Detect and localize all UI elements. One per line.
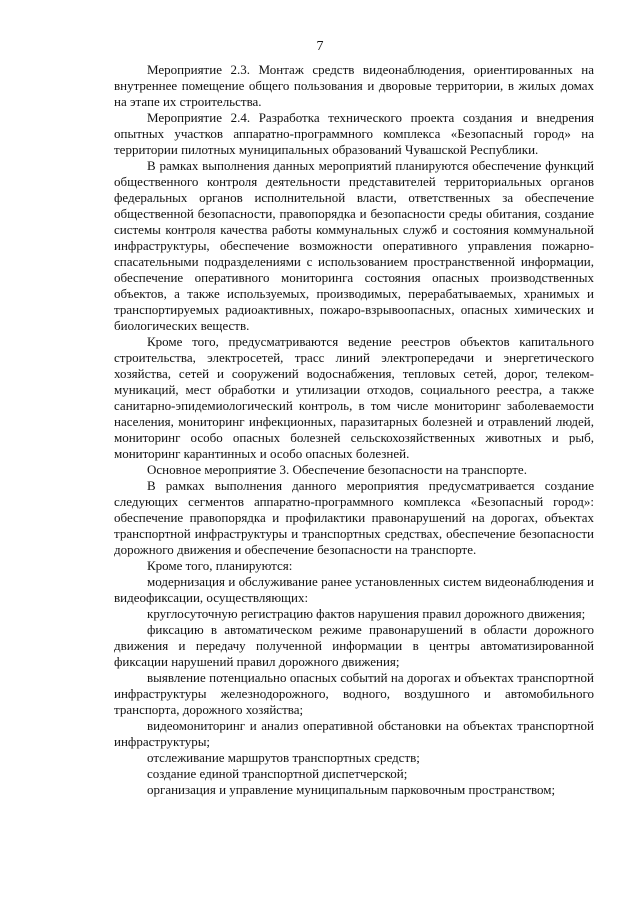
paragraph-registries: Кроме того, предусматриваются ведение реестров объектов капитального строительства, электросетей, трасс линий электропередачи и энергетического хозяйства, сетей и сооружений водоснабжения, тепловых сетей, дорог, телекоммуникаций, мест обработки и утилизации отходов, социального реестра, а также санитарно-эпидемиологический контроль, в том числе мониторинг заболеваемости населения, мониторинг инфекционных, паразитарных болезней и отравлений людей, мониторинг особо опасных болезней сельскохозяйственных животных и рыб, мониторинг карантинных и особо опасных болезней.	[114, 334, 594, 461]
document-body	[114, 62, 594, 798]
paragraph-measure-2-4: Мероприятие 2.4. Разработка технического проекта создания и внедрения опытных участков аппаратно-программного комплекса «Безопасный город» на территории пилотных муниципальных образований Чувашской Республики.	[114, 110, 594, 157]
paragraph-video-monitoring: видеомониторинг и анализ оперативной обстановки на объектах транспортной инфраструктуры;	[114, 718, 594, 749]
paragraph-planned-intro: Кроме того, планируются:	[147, 558, 293, 573]
paragraph-public-control: В рамках выполнения данных мероприятий планируются обеспечение функций общественного контроля деятельности представителей территориальных органов федеральных органов исполнительной власти, ответственных за обеспечение общественной безопасности, правопорядка и безопасности среды обитания, создание системы контроля качества работы коммунальных служб и состояния коммунальной инфраструктуры, обеспечение возможности оперативного управления пожарно-спасательными подразделениями с использованием пространственной информации, обеспечение оперативного мониторинга состояния опасных производственных объектов, а также используемых, производимых, перерабатываемых, хранимых и транспортируемых радиоактивных, пожаро-взрывоопасных, опасных химических и биологических веществ.	[114, 158, 594, 333]
paragraph-main-measure-3: Основное мероприятие 3. Обеспечение безопасности на транспорте.	[147, 462, 527, 477]
page-number: 7	[316, 39, 324, 54]
paragraph-parking-management: организация и управление муниципальным парковочным пространством;	[147, 782, 556, 797]
paragraph-video-modernization: модернизация и обслуживание ранее установленных систем видеонаблюдения и видеофиксации, осуществляющих:	[114, 574, 594, 605]
paragraph-transport-segments: В рамках выполнения данного мероприятия предусматривается создание следующих сегментов аппаратно-программного комплекса «Безопасный город»: обеспечение правопорядка и профилактики правонарушений на дорогах, объектах транспортной инфраструктуры и транспортных средствах, обеспечение безопасности дорожного движения и обеспечение безопасности на транспорте.	[114, 478, 594, 557]
paragraph-automatic-fixation: фиксацию в автоматическом режиме правонарушений в области дорожного движения и передачу полученной информации в центры автоматизированной фиксации нарушений правил дорожного движения;	[114, 622, 594, 669]
paragraph-round-the-clock: круглосуточную регистрацию фактов нарушения правил дорожного движения;	[147, 606, 586, 621]
paragraph-hazard-detection: выявление потенциально опасных событий на дорогах и объектах транспортной инфраструктуры железнодорожного, водного, воздушного и автомобильного транспорта, дорожного хозяйства;	[114, 670, 594, 717]
paragraph-route-tracking: отслеживание маршрутов транспортных средств;	[147, 750, 420, 765]
paragraph-measure-2-3: Мероприятие 2.3. Монтаж средств видеонаблюдения, ориентированных на внутреннее помещение общего пользования и дворовые территории, в жилых домах на этапе их строительства.	[114, 62, 594, 109]
paragraph-dispatch-center: создание единой транспортной диспетчерской;	[147, 766, 408, 781]
